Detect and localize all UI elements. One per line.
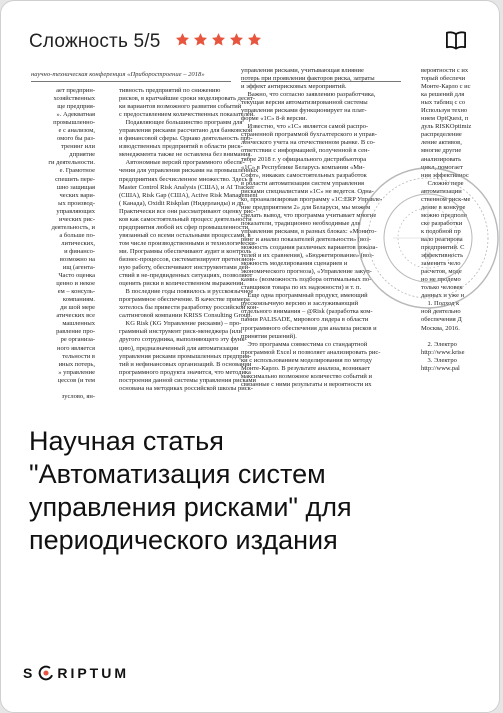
difficulty-rating bbox=[175, 32, 262, 47]
open-book-icon[interactable] bbox=[445, 30, 467, 50]
divider bbox=[31, 81, 231, 82]
headline-line: "Автоматизация систем bbox=[29, 459, 326, 489]
text-column-3: управления рисками, учитывающая влияние потерь при проявлении факторов риска, затраты и эффект антирисковых мероприятий. Важно, что согласно заявлению разработчика, текущая версия автоматизированной системы управления рисками функционирует на плат- форме «1С» 8-й версии. Известно, что «1С» является самой распро- страненной программой бухгалтерского и управ- ленческого учета на отечественном рынке. В со- ответствии с информацией, полученной в сен- тябре 2018 г. у официального дистрибьютора «1С» в Республике Беларусь компании «Ми- Софт», никаких самостоятельных разработок в области автоматизации систем управления рисками специалистами «1С» не ведется. Одна- ко, проанализировав программу «1С:ERP Управле- ние предприятием 2» для Беларуси, мы можем сделать вывод, что программа учитывает многие показатели, традиционно необходимые для управления рисками, в разных блоках: «Монито- ринг и анализ показателей деятельности» (воз- можность создания различных вариантов показа- телей и их сравнения), «Бюджетирование» (воз- можность моделирования сценариев и экономического прогноза), «Управление закуп- ками» (возможность подбора оптимальных по- ставщиков товара по их надежности) и т. п. Еще одна программный продукт, имеющий русскоязычную версию и заслуживающий отдельного внимания – @Risk (разработка ком- пании PALISADE, мирового лидера в области программного обеспечения для анализа рисков и принятия решений). Это программа совместима со стандартной программой Excel и позволяет анализировать рис- ки с использованием моделирования по методу Монте-Карло. В результате анализа, возникает максимально возможное количество событий и связанные с ними результаты и вероятности их bbox=[241, 67, 383, 388]
card-header bbox=[1, 1, 499, 73]
difficulty-label: Сложность 5/5 bbox=[29, 31, 161, 52]
star-icon bbox=[193, 32, 208, 47]
star-icon bbox=[247, 32, 262, 47]
brand-first-letter: S bbox=[23, 665, 36, 681]
brand-rest: RIPTUM bbox=[57, 665, 130, 681]
headline-line: периодического издания bbox=[29, 525, 338, 555]
star-icon bbox=[175, 32, 190, 47]
star-icon bbox=[211, 32, 226, 47]
conference-line: научно-техническая конференция «Приборостроение – 2018» bbox=[31, 71, 205, 78]
article-preview bbox=[1, 67, 499, 427]
stamp-seal-icon bbox=[353, 163, 503, 313]
star-icon bbox=[229, 32, 244, 47]
headline-line: Научная статья bbox=[29, 426, 224, 456]
text-column-4: вероятности с их торый обеспечи Монте-Карло с ис ка решений для ных таблиц с со Используя техно нием OptQuest, п дуль RISKOptimiz распределение ление активов, многие другие анализировать цикл, помогает ния эффективнос Сложно пере автоматизации ственном риск-ме дение в конкуре можно предполо ске разработки к подобной пр вало реагирова предприятий. С эффективность заменить чело расчетов, моде но не продемо только человек данных и уже н 1. Подход к ной деятельно обеспечения Д Москва, 2016. 2. Электро http://www.krise 3. Электро http://www.pal bbox=[421, 67, 472, 372]
brand-logo[interactable] bbox=[23, 662, 129, 684]
headline-line: управления рисками" для bbox=[29, 492, 352, 522]
article-headline bbox=[29, 425, 479, 557]
text-column-1: ает предприн- хозяйственных ще предприя- ». Адекватная промышленно- е с анализом, омого бы раз- тренинг или дприятие ги деятельности. е. Грамотное спешить пере- шно защищая ческих вари- ых производ- управляющих ических рис- деятельность, и а больше по- литических, и финансо- возможно на ищ (агента- Часто оценка ценно и некое ем – консуль- компаниям. ди шой мере атических все машленных равление про- ре организа- ного является тельности в иных потерь, » управление цессов (и тем зуслово, ян- bbox=[48, 87, 95, 400]
logo-c-icon bbox=[38, 665, 54, 681]
text-column-2: тивность предприятий по снижению рисков, в кратчайшие сроки моделировать десят- ки вариантов возможного развития событий с предоставлением количественных показателей. Подавляющее большинство программ для управления рисками рассчитано для банковской и финансовой сферы. Однако деятельность про- изводственных предприятий в области риск- менеджмента также не оставлена без внимания. Автономные версий программного обеспе- чения для управления рисками на промышленных предприятиях бесчисленное множество. Здесь и Master Control Risk Analysis (США), и AI Tracker (США), Risk Gap (США), Active Risk Management ( Канада), Oxidit Riskplan (Нидерланды) и др. Практически все они рассматривают оценку рис- ков как самостоятельный процесс деятельности предприятия любой их сфер промышленности, увязанный со всеми остальными процессами, в том числе производственными и технологически- ми. Программы обеспечивают аудит и контроль бизнес-процессов, систематизируют претензион- ную работу, обеспечивают инструментами дей- ствий в не-предвиденных ситуациях, позволяют оценить риски в количественном выражении. В последние годы появилось и русскоязычное программное обеспечение. В качестве примера хотелось бы привести разработку российской кон- салтинговой компании KRISS Consulting Group. KG Risk (KG Управление рисками) – про- граммный инструмент риск-менеджера (или другого сотрудника, выполняющего эту функ- цию), предназначенный для автоматизации управления рисками промышленных предприя- тий и нефинансовых организаций. В основании программного продукта значится, что методика построения данной системы управления рисками основана на методиках российской школы риск- bbox=[119, 87, 259, 392]
